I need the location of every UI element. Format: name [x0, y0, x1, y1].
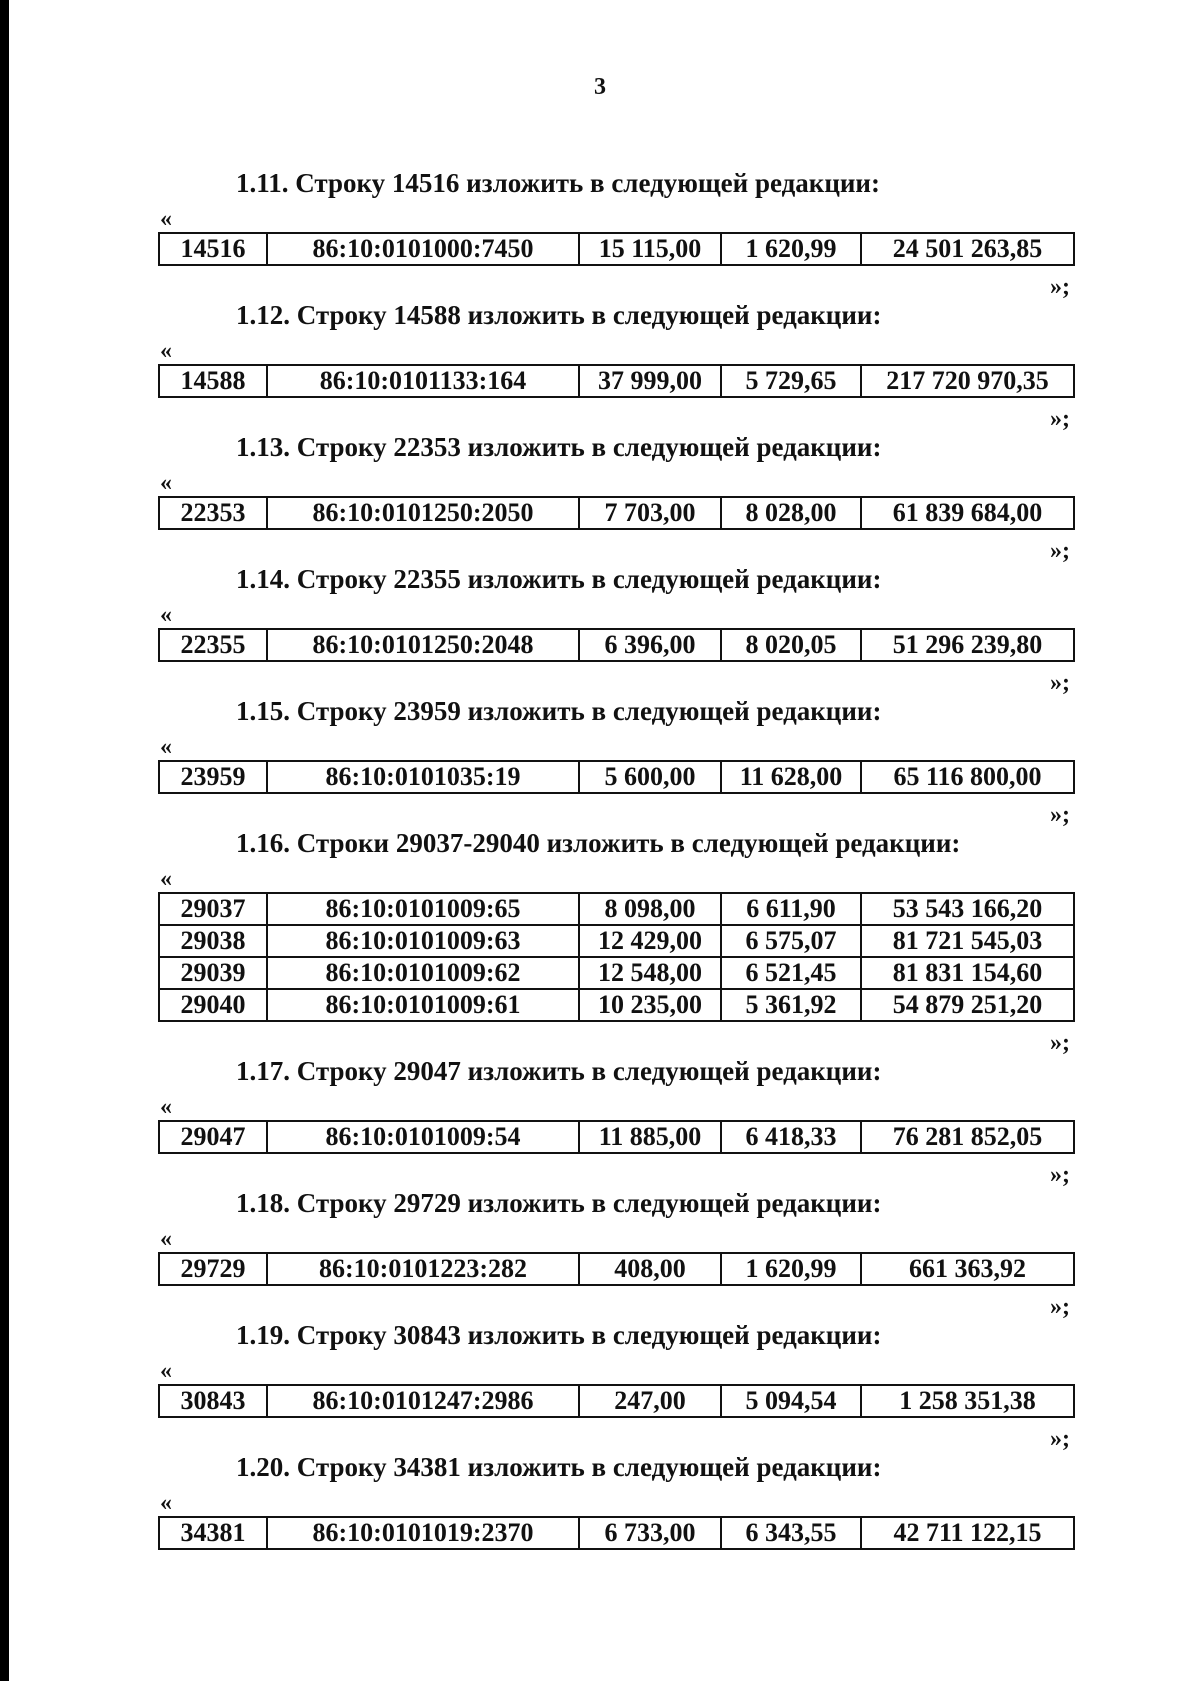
table-cell: 12 548,00: [579, 957, 721, 989]
table-cell: 14588: [159, 365, 267, 397]
amendment-section: [158, 560, 1078, 696]
table-cell: 8 020,05: [721, 629, 861, 661]
closing-quote: »;: [1050, 406, 1070, 432]
opening-quote: «: [160, 470, 172, 496]
table-cell: 29038: [159, 925, 267, 957]
table-row: [159, 1385, 1074, 1417]
table-cell: 29729: [159, 1253, 267, 1285]
opening-quote: «: [160, 1226, 172, 1252]
table-cell: 65 116 800,00: [861, 761, 1074, 793]
amendment-section: [158, 296, 1078, 432]
amendment-section: [158, 1052, 1078, 1188]
table-cell: 408,00: [579, 1253, 721, 1285]
table-cell: 86:10:0101133:164: [267, 365, 579, 397]
table-cell: 217 720 970,35: [861, 365, 1074, 397]
table-row: [159, 893, 1074, 925]
opening-quote: «: [160, 1094, 172, 1120]
table-cell: 29037: [159, 893, 267, 925]
table-cell: 6 396,00: [579, 629, 721, 661]
table-cell: 86:10:0101250:2048: [267, 629, 579, 661]
table-row: [159, 957, 1074, 989]
table-cell: 86:10:0101019:2370: [267, 1517, 579, 1549]
table-cell: 23959: [159, 761, 267, 793]
table-cell: 10 235,00: [579, 989, 721, 1021]
amendment-heading: 1.17. Строку 29047 изложить в следующей редакции:: [236, 1056, 882, 1086]
amendment-table: [158, 1120, 1075, 1154]
amendment-section: [158, 1184, 1078, 1320]
opening-quote: «: [160, 734, 172, 760]
closing-quote: »;: [1050, 1030, 1070, 1056]
table-cell: 86:10:0101223:282: [267, 1253, 579, 1285]
closing-quote: »;: [1050, 538, 1070, 564]
opening-quote: «: [160, 866, 172, 892]
table-cell: 5 094,54: [721, 1385, 861, 1417]
table-cell: 81 831 154,60: [861, 957, 1074, 989]
table-cell: 86:10:0101035:19: [267, 761, 579, 793]
amendment-heading: 1.18. Строку 29729 изложить в следующей редакции:: [236, 1188, 882, 1218]
table-cell: 6 521,45: [721, 957, 861, 989]
table-cell: 86:10:0101009:54: [267, 1121, 579, 1153]
amendment-table: [158, 628, 1075, 662]
table-row: [159, 1253, 1074, 1285]
opening-quote: «: [160, 338, 172, 364]
table-row: [159, 761, 1074, 793]
closing-quote: »;: [1050, 1162, 1070, 1188]
table-cell: 5 361,92: [721, 989, 861, 1021]
opening-quote: «: [160, 1490, 172, 1516]
amendment-heading: 1.16. Строки 29037-29040 изложить в следующей редакции:: [236, 828, 961, 858]
table-cell: 1 620,99: [721, 233, 861, 265]
amendment-table: [158, 232, 1075, 266]
table-row: [159, 1517, 1074, 1549]
document-body: [158, 164, 1078, 1580]
table-cell: 86:10:0101247:2986: [267, 1385, 579, 1417]
table-cell: 1 258 351,38: [861, 1385, 1074, 1417]
table-cell: 30843: [159, 1385, 267, 1417]
table-cell: 12 429,00: [579, 925, 721, 957]
amendment-heading: 1.14. Строку 22355 изложить в следующей редакции:: [236, 564, 882, 594]
amendment-table: [158, 892, 1075, 1022]
table-cell: 86:10:0101000:7450: [267, 233, 579, 265]
table-cell: 5 600,00: [579, 761, 721, 793]
amendment-table: [158, 364, 1075, 398]
table-cell: 22353: [159, 497, 267, 529]
opening-quote: «: [160, 1358, 172, 1384]
table-cell: 8 028,00: [721, 497, 861, 529]
table-cell: 29039: [159, 957, 267, 989]
table-cell: 6 611,90: [721, 893, 861, 925]
table-cell: 86:10:0101250:2050: [267, 497, 579, 529]
table-row: [159, 925, 1074, 957]
table-cell: 22355: [159, 629, 267, 661]
table-cell: 86:10:0101009:62: [267, 957, 579, 989]
table-cell: 51 296 239,80: [861, 629, 1074, 661]
table-cell: 5 729,65: [721, 365, 861, 397]
amendment-section: [158, 1316, 1078, 1452]
table-cell: 6 418,33: [721, 1121, 861, 1153]
table-cell: 8 098,00: [579, 893, 721, 925]
table-cell: 29040: [159, 989, 267, 1021]
table-cell: 29047: [159, 1121, 267, 1153]
amendment-section: [158, 692, 1078, 828]
table-cell: 76 281 852,05: [861, 1121, 1074, 1153]
closing-quote: »;: [1050, 1426, 1070, 1452]
table-row: [159, 629, 1074, 661]
table-row: [159, 365, 1074, 397]
table-cell: 81 721 545,03: [861, 925, 1074, 957]
table-cell: 37 999,00: [579, 365, 721, 397]
amendment-section: [158, 428, 1078, 564]
table-cell: 61 839 684,00: [861, 497, 1074, 529]
table-row: [159, 1121, 1074, 1153]
table-cell: 11 628,00: [721, 761, 861, 793]
table-cell: 7 703,00: [579, 497, 721, 529]
amendment-heading: 1.13. Строку 22353 изложить в следующей редакции:: [236, 432, 882, 462]
table-cell: 24 501 263,85: [861, 233, 1074, 265]
amendment-heading: 1.20. Строку 34381 изложить в следующей редакции:: [236, 1452, 882, 1482]
amendment-table: [158, 1252, 1075, 1286]
table-cell: 14516: [159, 233, 267, 265]
closing-quote: »;: [1050, 670, 1070, 696]
amendment-table: [158, 760, 1075, 794]
table-cell: 247,00: [579, 1385, 721, 1417]
table-cell: 86:10:0101009:63: [267, 925, 579, 957]
table-cell: 53 543 166,20: [861, 893, 1074, 925]
table-cell: 54 879 251,20: [861, 989, 1074, 1021]
closing-quote: »;: [1050, 274, 1070, 300]
table-row: [159, 989, 1074, 1021]
amendment-heading: 1.19. Строку 30843 изложить в следующей редакции:: [236, 1320, 882, 1350]
table-row: [159, 497, 1074, 529]
amendment-section: [158, 824, 1078, 1056]
amendment-section: [158, 164, 1078, 300]
page-number: 3: [594, 74, 606, 100]
table-cell: 6 575,07: [721, 925, 861, 957]
table-cell: 6 733,00: [579, 1517, 721, 1549]
opening-quote: «: [160, 602, 172, 628]
amendment-table: [158, 1384, 1075, 1418]
scan-left-edge: [0, 0, 9, 1681]
amendment-heading: 1.11. Строку 14516 изложить в следующей редакции:: [236, 168, 880, 198]
closing-quote: »;: [1050, 1294, 1070, 1320]
table-cell: 661 363,92: [861, 1253, 1074, 1285]
table-cell: 11 885,00: [579, 1121, 721, 1153]
table-cell: 86:10:0101009:65: [267, 893, 579, 925]
table-cell: 6 343,55: [721, 1517, 861, 1549]
amendment-heading: 1.15. Строку 23959 изложить в следующей редакции:: [236, 696, 882, 726]
amendment-table: [158, 1516, 1075, 1550]
table-cell: 42 711 122,15: [861, 1517, 1074, 1549]
closing-quote: »;: [1050, 802, 1070, 828]
amendment-table: [158, 496, 1075, 530]
opening-quote: «: [160, 206, 172, 232]
table-cell: 86:10:0101009:61: [267, 989, 579, 1021]
table-cell: 15 115,00: [579, 233, 721, 265]
amendment-section: [158, 1448, 1078, 1580]
amendment-heading: 1.12. Строку 14588 изложить в следующей редакции:: [236, 300, 882, 330]
table-row: [159, 233, 1074, 265]
table-cell: 34381: [159, 1517, 267, 1549]
table-cell: 1 620,99: [721, 1253, 861, 1285]
